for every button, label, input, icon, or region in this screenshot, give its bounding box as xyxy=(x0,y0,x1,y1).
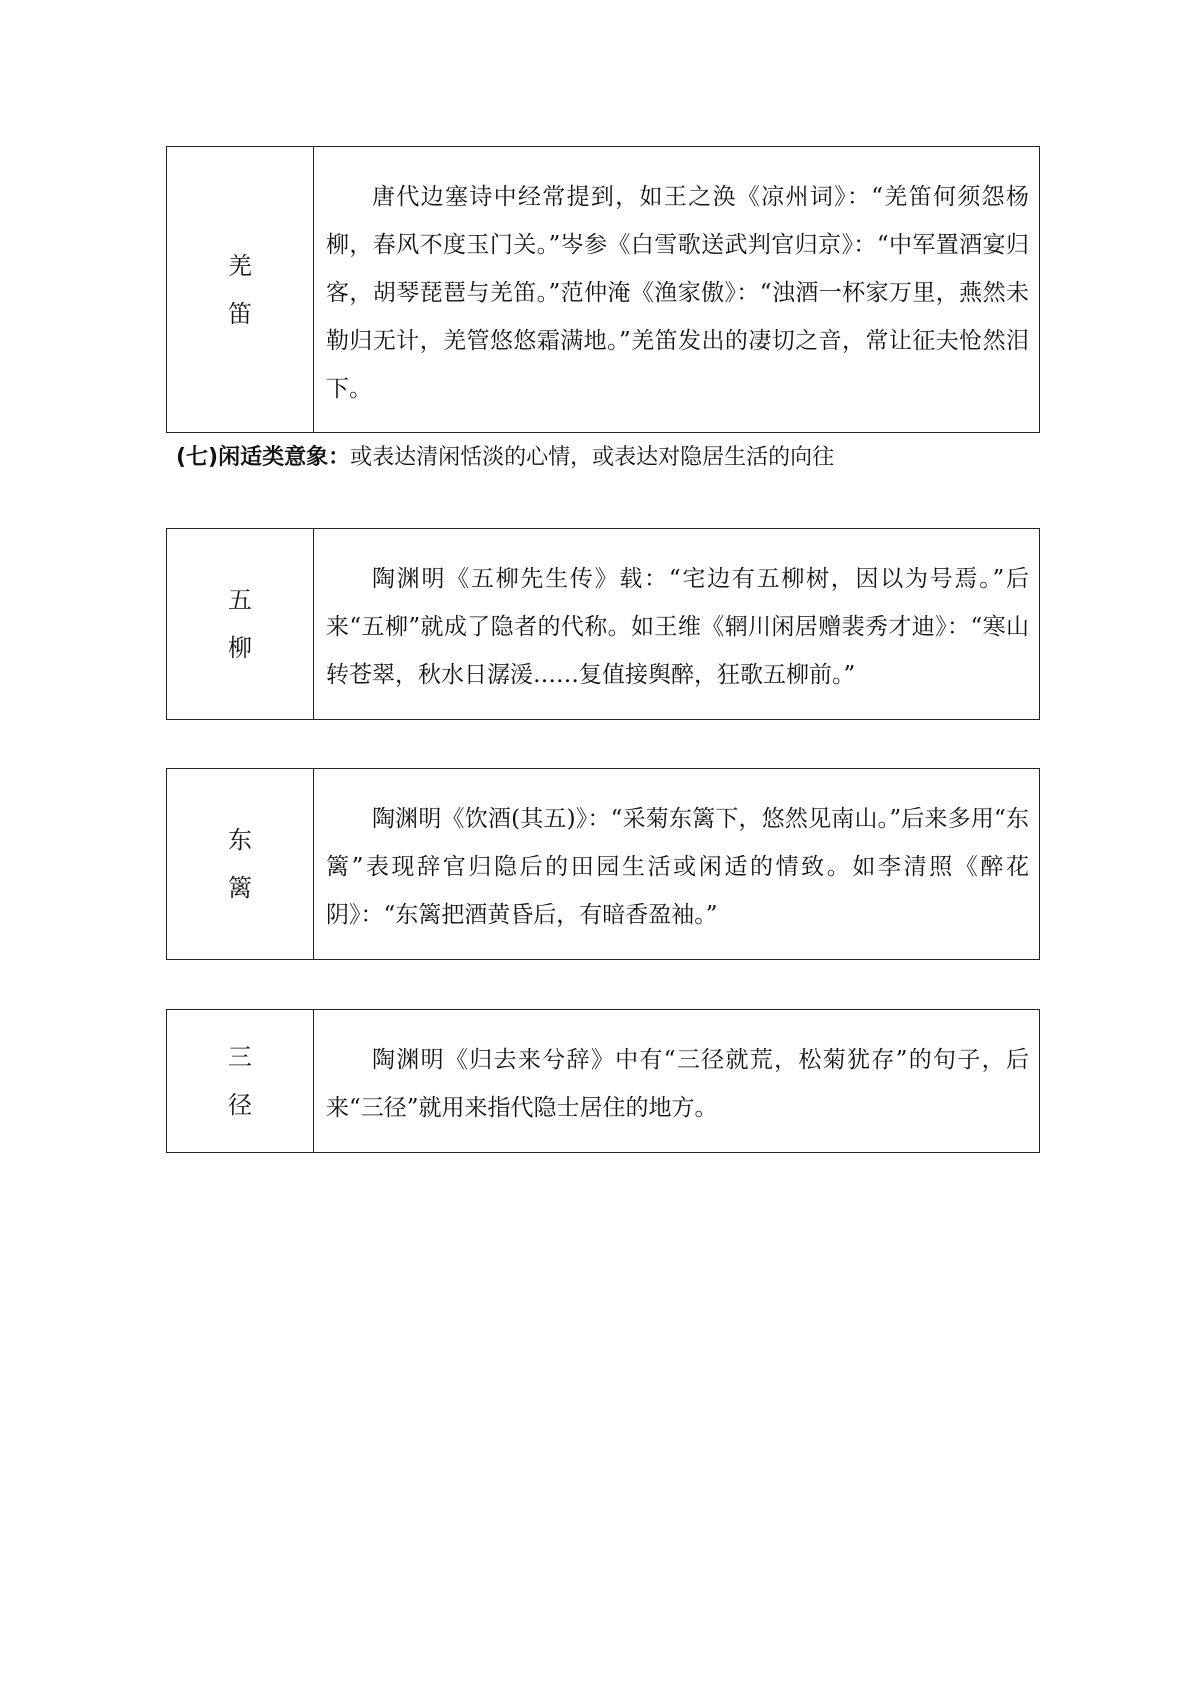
term-char: 笛 xyxy=(228,299,252,328)
entry-description: 陶渊明《饮酒(其五)》：“采菊东篱下，悠然见南山。”后来多用“东篱”表现辞官归隐后的田园生活或闲适的情致。如李清照《醉花阴》：“东篱把酒黄昏后，有暗香盈袖。” xyxy=(326,806,1029,928)
term-char: 径 xyxy=(228,1091,252,1119)
term-char: 柳 xyxy=(228,634,252,662)
entry-box-wuliu xyxy=(166,528,1040,720)
term-char: 五 xyxy=(228,586,252,614)
entry-description: 陶渊明《归去来兮辞》中有“三径就荒，松菊犹存”的句子，后来“三径”就用来指代隐士居住的地方。 xyxy=(326,1047,1029,1121)
entry-term xyxy=(167,529,314,719)
entry-description: 陶渊明《五柳先生传》载：“宅边有五柳树，因以为号焉。”后来“五柳”就成了隐者的代称。如王维《辋川闲居赠裴秀才迪》：“寒山转苍翠，秋水日潺湲……复值接舆醉，狂歌五柳前。” xyxy=(326,566,1029,688)
section-label: (七)闲适类意象： xyxy=(176,445,351,470)
entry-description: 唐代边塞诗中经常提到，如王之涣《凉州词》：“羌笛何须怨杨柳，春风不度玉门关。”岑参《白雪歌送武判官归京》：“中军置酒宴归客，胡琴琵琶与羌笛。”范仲淹《渔家傲》：“浊酒一杯家万里，燕然未勒归无计，羌管悠悠霜满地。”羌笛发出的凄切之音，常让征夫怆然泪下。 xyxy=(326,184,1029,402)
entry-term xyxy=(167,769,314,959)
term-char: 三 xyxy=(228,1043,252,1071)
entry-box-qiangdi xyxy=(166,146,1040,433)
entry-box-sanjing xyxy=(166,1009,1040,1153)
term-char: 篱 xyxy=(228,874,252,902)
entry-term xyxy=(167,147,314,432)
entry-box-dongli xyxy=(166,768,1040,960)
entry-term xyxy=(167,1010,314,1152)
section-text: 或表达清闲恬淡的心情，或表达对隐居生活的向往 xyxy=(350,445,835,470)
term-char: 羌 xyxy=(228,251,252,280)
term-char: 东 xyxy=(228,826,252,854)
section-heading xyxy=(176,442,834,474)
